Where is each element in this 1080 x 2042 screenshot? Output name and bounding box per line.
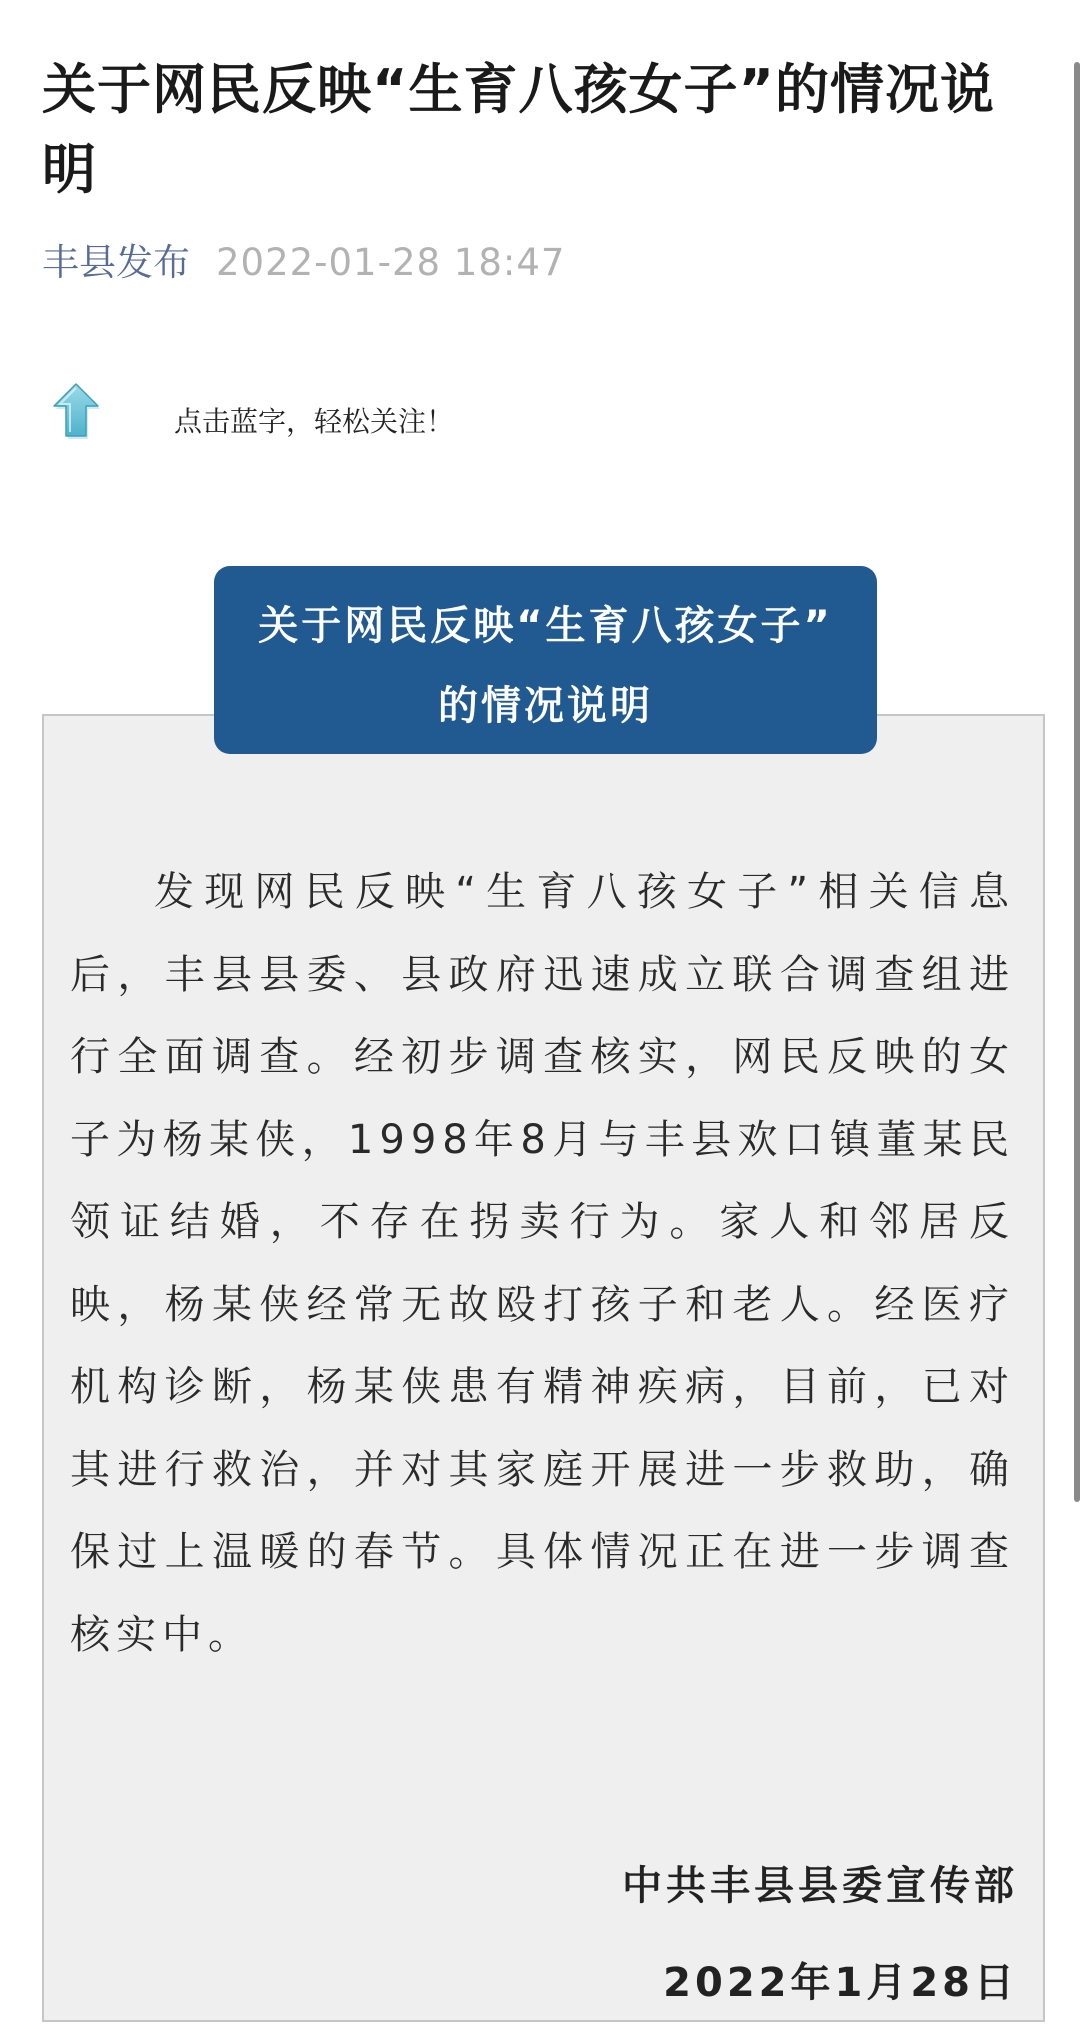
signature-organization: 中共丰县县委宣传部: [622, 1863, 1018, 1909]
follow-prompt-text: 点击蓝字，轻松关注！: [174, 405, 455, 438]
author-link[interactable]: 丰县发布: [42, 241, 190, 284]
banner-title-line-2: 的情况说明: [438, 683, 653, 729]
notice-body: 发现网民反映“生育八孩女子”相关信息后，丰县县委、县政府迅速成立联合调查组进行全面调查。经初步调查核实，网民反映的女子为杨某侠，1998年8月与丰县欢口镇董某民领证结婚，不存在拐卖行为。家人和邻居反映，杨某侠经常无故殴打孩子和老人。经医疗机构诊断，杨某侠患有精神疾病，目前，已对其进行救治，并对其家庭开展进一步救助，确保过上温暖的春节。具体情况正在进一步调查核实中。: [70, 869, 1015, 1658]
notice-banner: [214, 566, 877, 754]
article-meta: [42, 238, 565, 288]
signature-block: [622, 1838, 1018, 2032]
up-arrow-icon: [48, 378, 104, 446]
banner-title-line-1: 关于网民反映“生育八孩女子”: [258, 603, 833, 649]
signature-date: 2022年1月28日: [663, 1960, 1018, 2006]
article-title: 关于网民反映“生育八孩女子”的情况说明: [42, 58, 995, 201]
scrollbar[interactable]: [1074, 62, 1080, 1502]
publish-time: 2022-01-28 18:47: [216, 241, 566, 284]
